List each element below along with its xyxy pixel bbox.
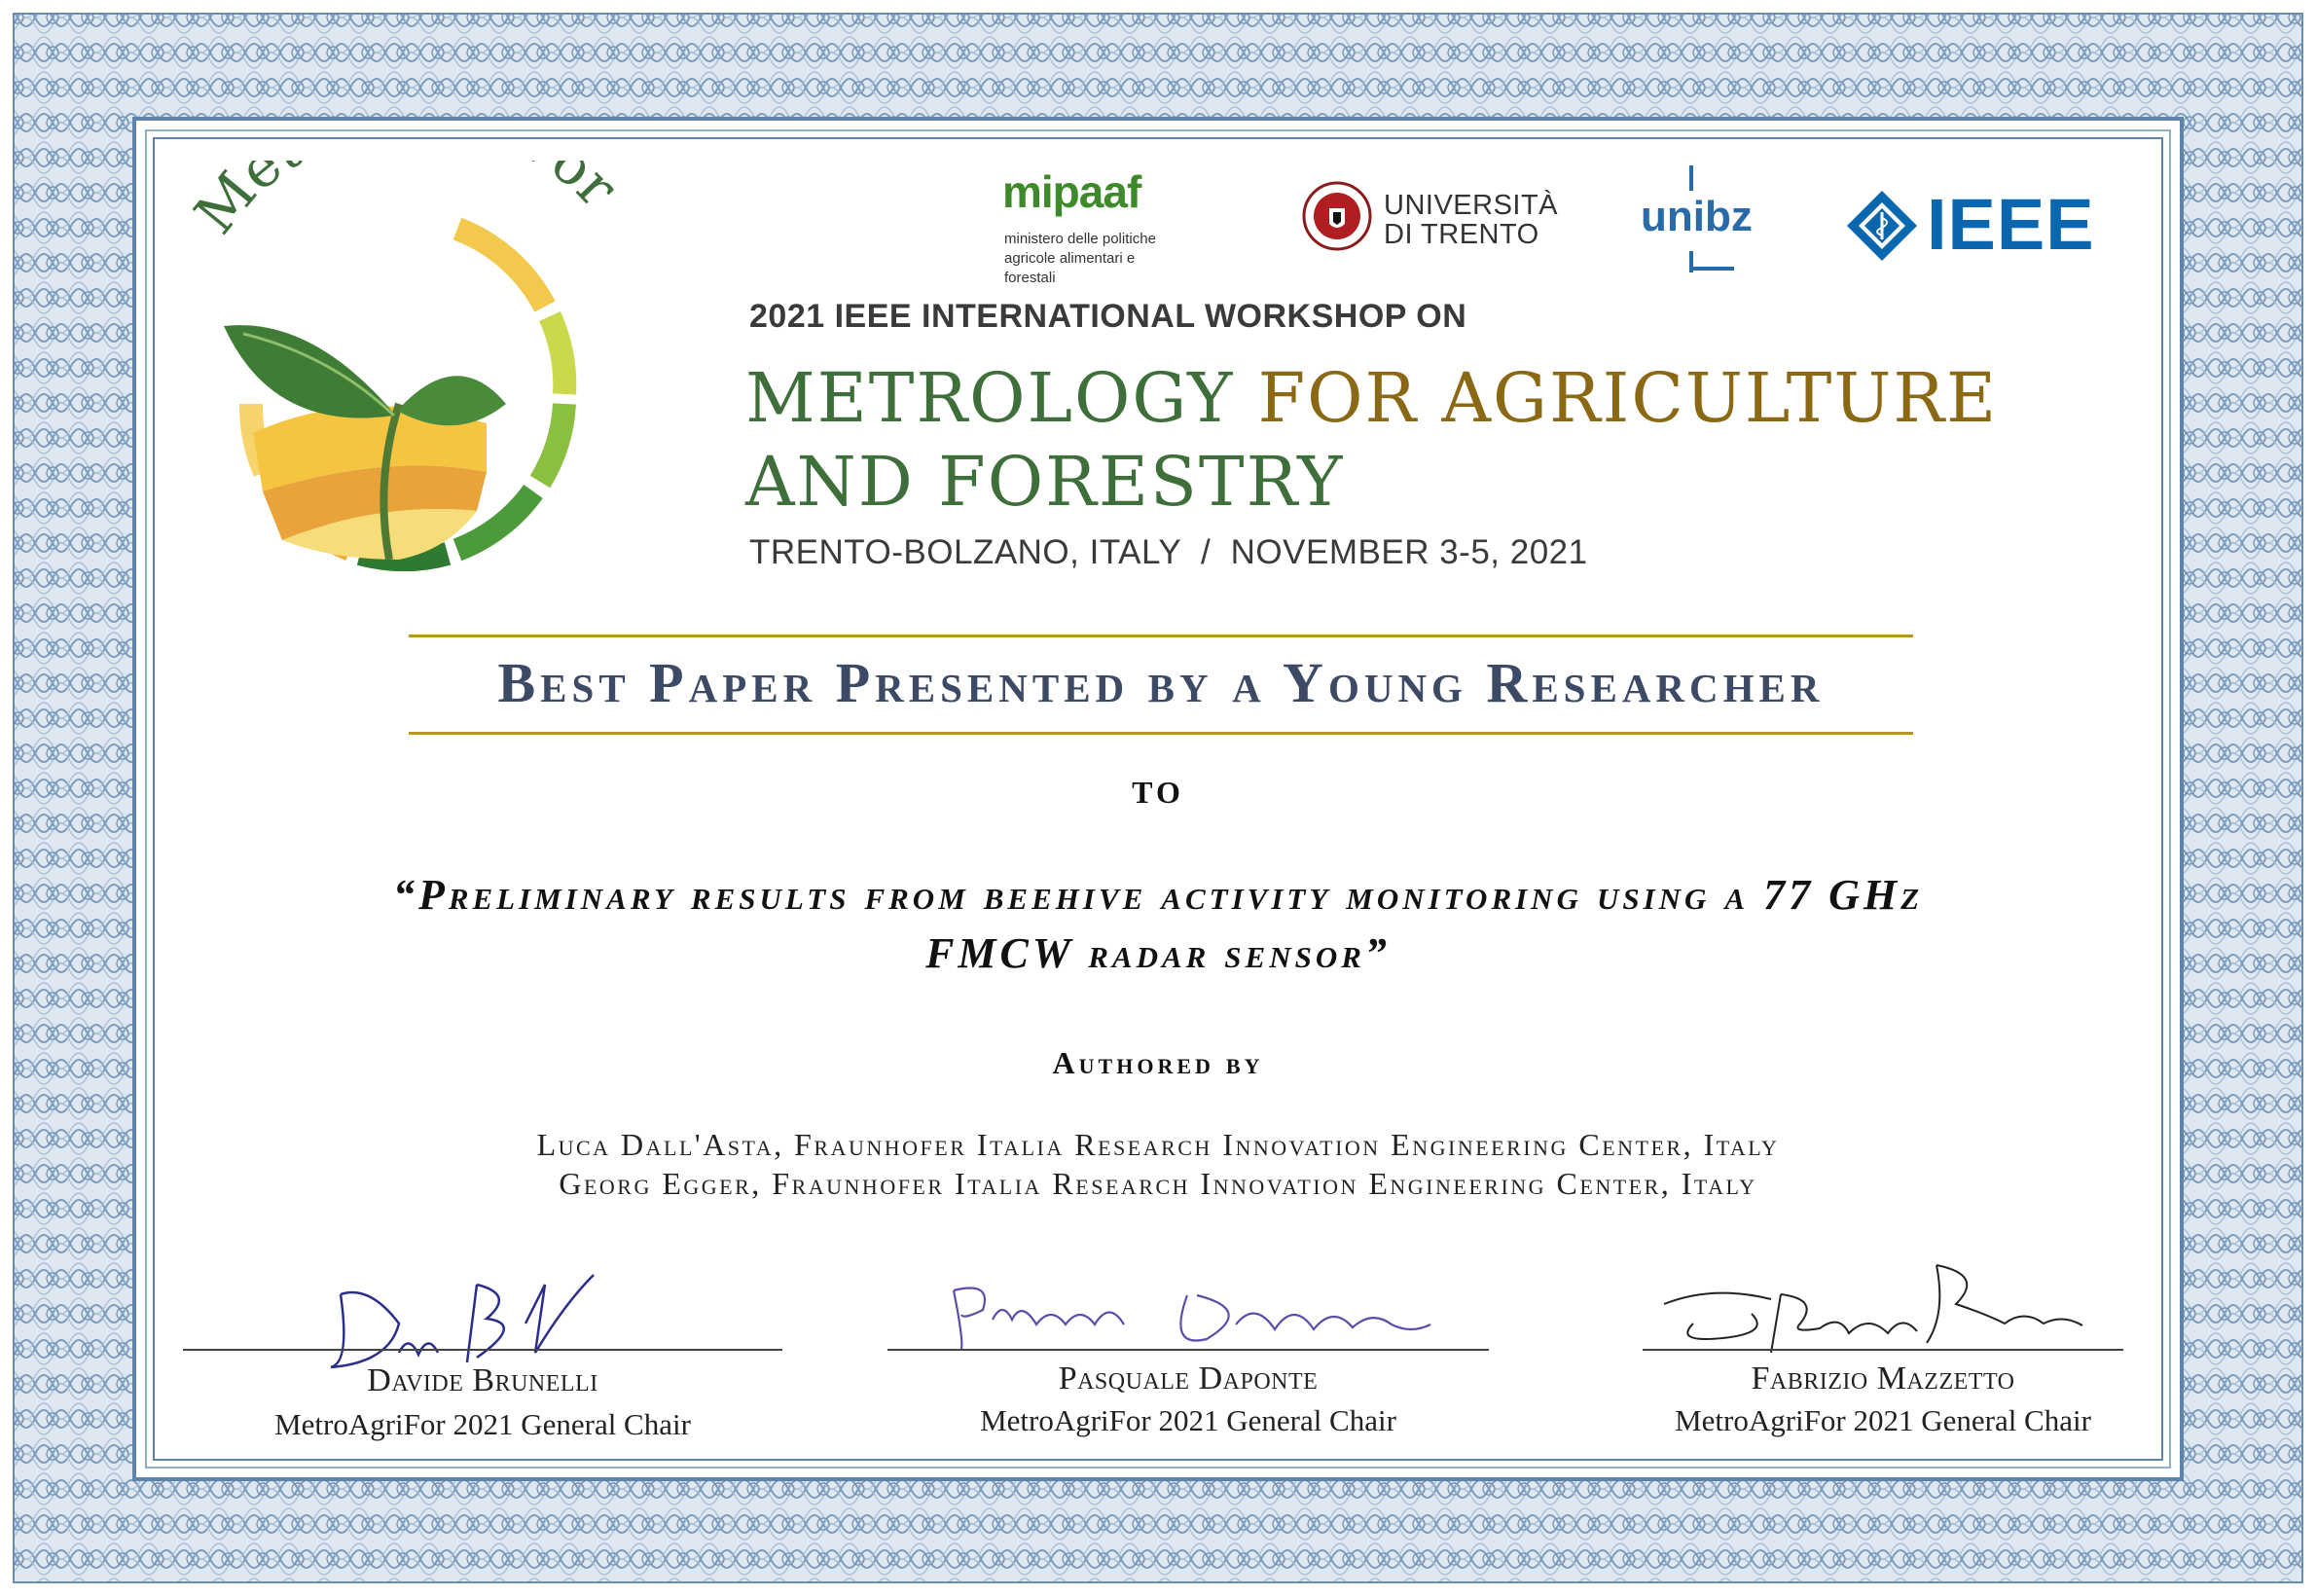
unitn-seal-icon — [1300, 179, 1374, 253]
signatory-role: MetroAgriFor 2021 General Chair — [274, 1407, 691, 1441]
unitn-logo — [1300, 179, 1650, 267]
paper-title-line-2: FMCW radar sensor” — [925, 929, 1391, 977]
ieee-diamond-icon — [1845, 189, 1919, 263]
mipaaf-word: mipaaf — [1002, 166, 1141, 217]
unitn-name: UNIVERSITÀ DI TRENTO — [1384, 190, 1559, 250]
author-line: Luca Dall'Asta, Fraunhofer Italia Research Innovation Engineering Center, Italy — [536, 1127, 1780, 1162]
workshop-title-forestry: AND FORESTRY — [745, 442, 1345, 522]
signatory-name: Pasquale Daponte — [1058, 1360, 1319, 1396]
workshop-place-date: TRENTO-BOLZANO, ITALY / NOVEMBER 3-5, 2021 — [749, 533, 1588, 571]
unibz-word: unibz — [1641, 193, 1753, 240]
mipaaf-logo — [993, 165, 1187, 286]
unibz-logo — [1641, 165, 1796, 272]
signature-brunelli — [311, 1265, 642, 1372]
author-line: Georg Egger, Fraunhofer Italia Research Innovation Engineering Center, Italy — [559, 1166, 1757, 1201]
metroagrifor-logo — [165, 161, 633, 589]
mipaaf-subtitle: ministero delle politiche agricole alimentari e forestali — [1004, 231, 1156, 286]
paper-title — [195, 866, 2121, 983]
paper-title-line-1: “Preliminary results from beehive activity monitoring using a 77 GHz — [392, 871, 1924, 919]
signatory-name: Fabrizio Mazzetto — [1751, 1360, 2015, 1396]
ieee-word: IEEE — [1927, 184, 2095, 265]
workshop-title — [745, 356, 1998, 524]
ieee-logo — [1845, 183, 2108, 271]
award-title: Best Paper Presented by a Young Researcher — [497, 651, 1825, 714]
authored-by-label: Authored by — [1052, 1045, 1264, 1080]
workshop-title-metrology: METROLOGY — [745, 358, 1235, 438]
workshop-title-agriculture: FOR AGRICULTURE — [1257, 358, 1999, 438]
gold-rule-top — [409, 635, 1913, 637]
gold-rule-bottom — [409, 732, 1913, 735]
workshop-line: 2021 IEEE INTERNATIONAL WORKSHOP ON — [749, 298, 1467, 335]
signatory-name: Davide Brunelli — [367, 1362, 598, 1398]
signature-line — [887, 1349, 1489, 1351]
signature-line — [183, 1349, 782, 1351]
sponsor-logos — [993, 165, 2112, 286]
logo-text: Me or — [181, 161, 631, 246]
signatory-role: MetroAgriFor 2021 General Chair — [980, 1403, 1396, 1437]
signature-daponte — [944, 1271, 1450, 1359]
signature-line — [1643, 1349, 2123, 1351]
svg-text:Metro Agri For — [182, 161, 632, 246]
signatory-role: MetroAgriFor 2021 General Chair — [1675, 1403, 2091, 1437]
signature-mazzetto — [1654, 1255, 2102, 1362]
to-label: TO — [1132, 775, 1184, 810]
